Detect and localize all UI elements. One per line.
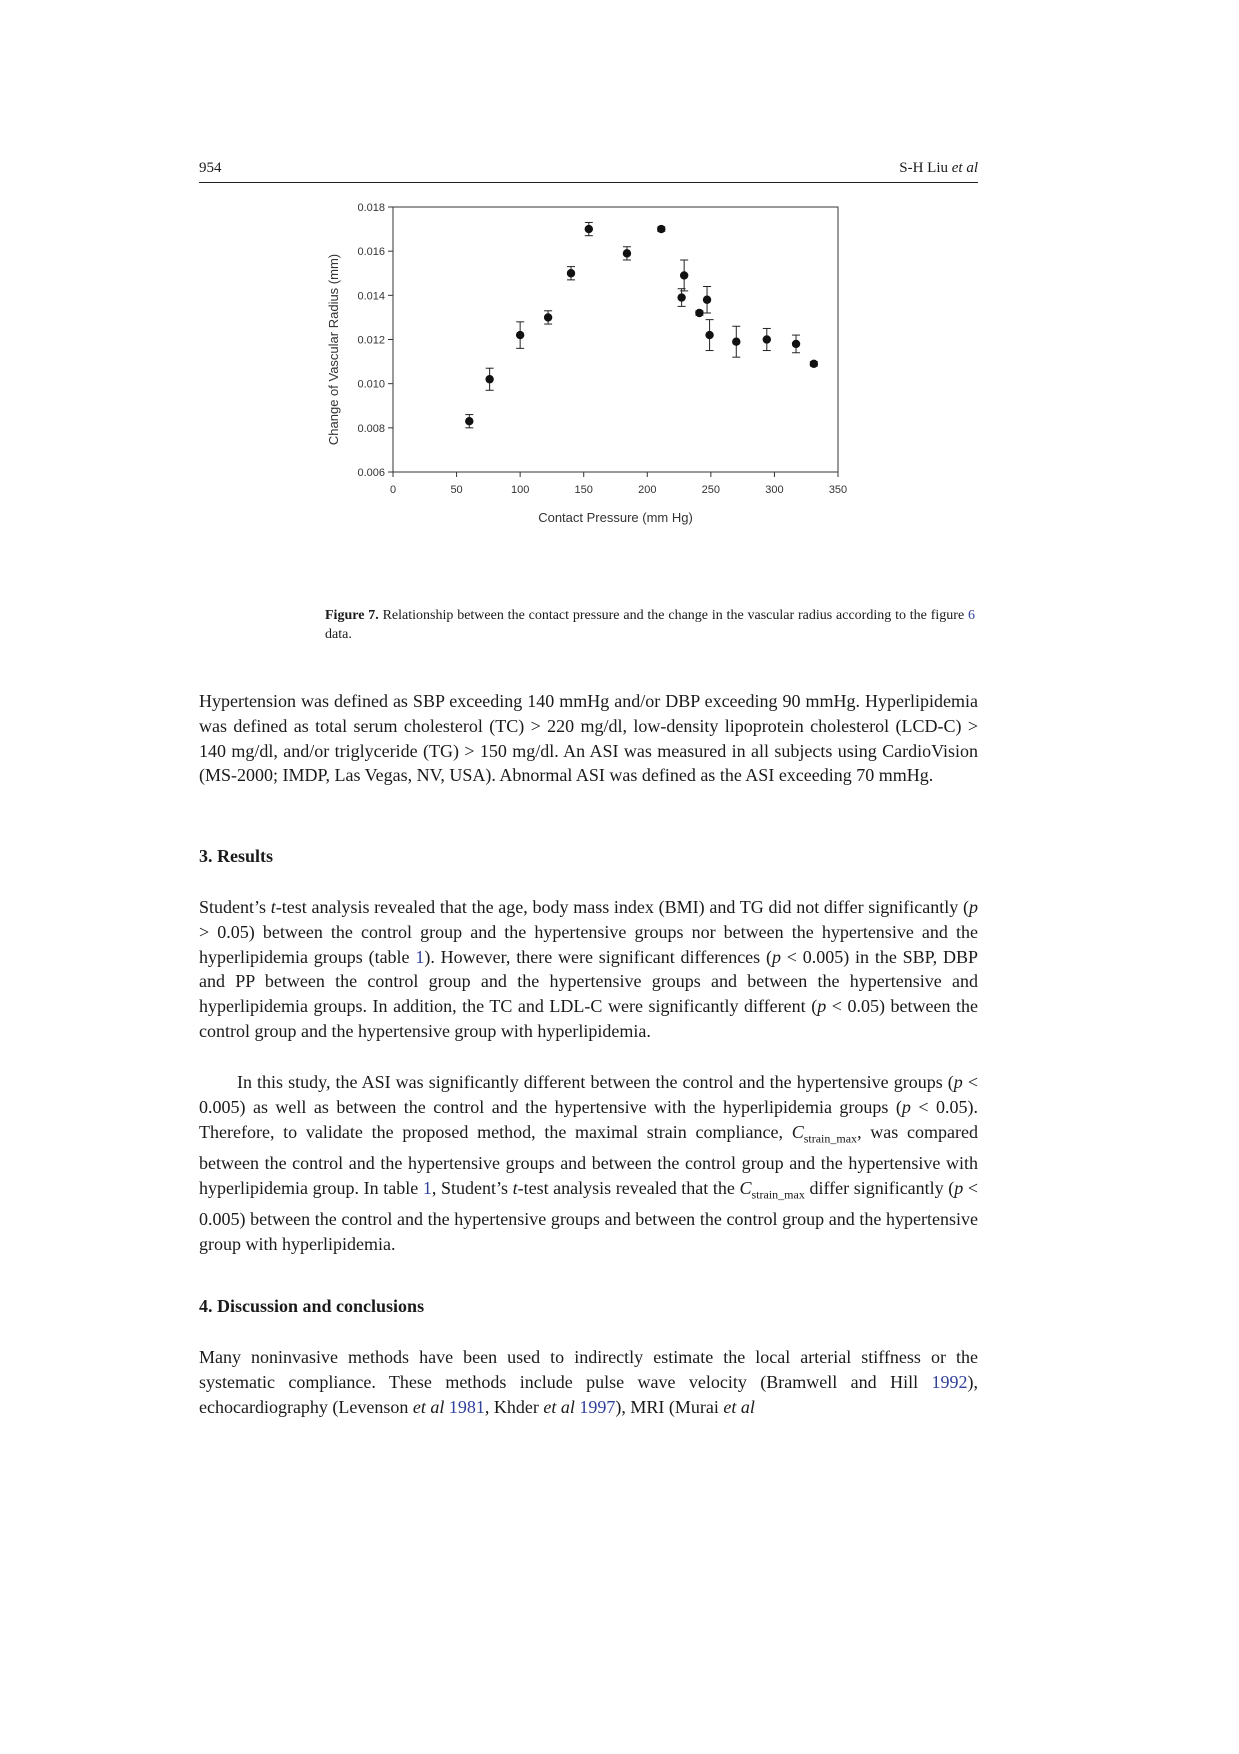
citation-link[interactable]: 1997	[579, 1396, 616, 1417]
marker	[792, 340, 800, 348]
data-point	[732, 326, 740, 357]
y-tick-label: 0.006	[357, 467, 385, 479]
paragraph-discussion-1: Many noninvasive methods have been used to indirectly estimate the local arterial stiffness or the systematic compliance. These methods include pulse wave velocity (Bramwell and Hill 1992), echocardiography (Levenson et al 1981, Khder et al 1997), MRI (Murai et al	[199, 1347, 978, 1417]
x-tick-label: 300	[765, 484, 784, 496]
section-results-title: 3. Results	[199, 846, 274, 866]
running-header	[199, 160, 978, 183]
data-point	[703, 287, 711, 314]
x-axis-label: Contact Pressure (mm Hg)	[538, 510, 693, 525]
data-point	[695, 309, 703, 317]
figure-caption: Figure 7. Relationship between the contact pressure and the change in the vascular radius according to the figure 6 data.	[325, 608, 975, 642]
data-point	[567, 267, 575, 280]
marker	[585, 225, 593, 233]
x-tick-label: 150	[574, 484, 593, 496]
data-point	[485, 368, 493, 390]
data-point	[544, 311, 552, 324]
marker	[567, 269, 575, 277]
x-tick-label: 50	[450, 484, 463, 496]
x-tick-label: 0	[389, 484, 397, 496]
plot-frame	[393, 207, 838, 472]
chart-ticks	[357, 202, 847, 496]
marker	[695, 309, 703, 317]
figure-link[interactable]: 6	[968, 608, 975, 623]
marker	[732, 338, 740, 346]
paragraph-results-2: In this study, the ASI was significantly different between the control and the hypertensive groups (p < 0.005) as well as between the control and the hypertensive with the hyperlipidemia groups (p < 0.05). Therefore, to validate the proposed method, the maximal strain compliance, $C_{strain\_max}$, was compared between the control and the hypertensive groups and between the control group and the hypertensive with hyperlipidemia group. In table 1, Student’s t-test analysis revealed that the $C_{strain\_max}$ differ significantly (p < 0.005) between the control and the hypertensive groups and between the control group and the hypertensive group with hyperlipidemia.	[199, 1072, 979, 1254]
citation-link[interactable]: 1981	[448, 1396, 485, 1417]
data-point	[585, 222, 593, 235]
data-point	[516, 322, 524, 348]
x-tick-label: 350	[828, 484, 848, 496]
y-tick-label: 0.018	[357, 202, 385, 214]
marker	[763, 335, 771, 343]
data-point	[623, 247, 631, 260]
data-point	[792, 335, 800, 353]
data-point	[680, 260, 688, 291]
paragraph-results-1: Student’s t-test analysis revealed that the age, body mass index (BMI) and TG did not differ significantly (p > 0.05) between the control group and the hypertensive groups nor between the hypertensive and the hyperlipidemia groups (table 1). However, there were significant differences (p < 0.005) in the SBP, DBP and PP between the control group and the hypertensive groups and between the hypertensive and hyperlipidemia groups. In addition, the TC and LDL-C were significantly different (p < 0.05) between the control group and the hypertensive group with hyperlipidemia.	[199, 897, 978, 1041]
chart-axes	[393, 207, 838, 472]
y-tick-label: 0.014	[357, 290, 385, 303]
x-tick-label: 100	[510, 484, 530, 496]
data-point	[763, 328, 771, 350]
figure-7-chart	[318, 195, 878, 585]
marker	[485, 375, 493, 383]
data-point	[810, 360, 818, 368]
chart-points	[465, 222, 818, 427]
paragraph-definitions: Hypertension was defined as SBP exceeding 140 mmHg and/or DBP exceeding 90 mmHg. Hyperlipidemia was defined as total serum cholesterol (TC) > 220 mg/dl, low-density lipoprotein cholesterol (LCD-C) > 140 mg/dl, and/or triglyceride (TG) > 150 mg/dl. An ASI was measured in all subjects using CardioVision (MS-2000; IMDP, Las Vegas, NV, USA). Abnormal ASI was defined as the ASI exceeding 70 mmHg.	[199, 691, 978, 786]
data-point	[657, 225, 665, 233]
table-ref[interactable]: 1	[422, 1177, 432, 1198]
marker	[810, 360, 818, 368]
marker	[703, 296, 711, 304]
marker	[680, 271, 688, 279]
y-tick-label: 0.016	[357, 246, 385, 259]
citation-link[interactable]: 1992	[931, 1371, 968, 1392]
y-tick-label: 0.010	[357, 378, 385, 391]
y-tick-label: 0.012	[357, 334, 385, 347]
y-tick-label: 0.008	[357, 422, 385, 435]
marker	[705, 331, 713, 339]
x-tick-label: 250	[701, 484, 721, 496]
y-axis-label: Change of Vascular Radius (mm)	[326, 253, 341, 446]
data-point	[465, 415, 473, 428]
page-number: 954	[199, 160, 222, 176]
running-title: S-H Liu et al	[899, 160, 978, 176]
section-discussion-title: 4. Discussion and conclusions	[199, 1296, 425, 1316]
marker	[623, 249, 631, 257]
x-tick-label: 200	[638, 484, 657, 496]
table-ref[interactable]: 1	[415, 946, 425, 967]
marker	[677, 293, 685, 301]
marker	[516, 331, 524, 339]
marker	[544, 313, 552, 321]
marker	[657, 225, 665, 233]
data-point	[705, 320, 713, 351]
marker	[465, 417, 473, 425]
